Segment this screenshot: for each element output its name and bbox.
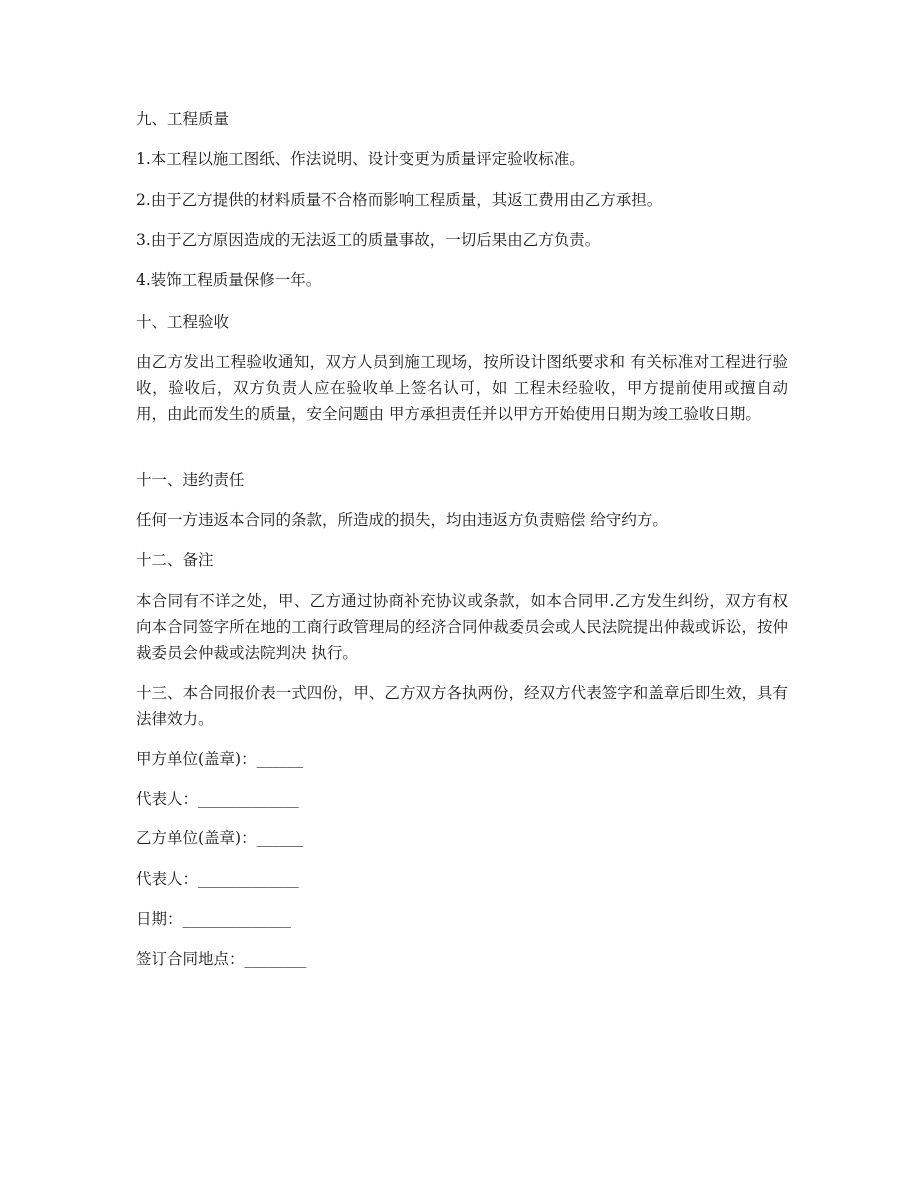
section-10-heading: 十、工程验收 <box>136 313 230 331</box>
party-b-representative-field: 代表人：_____________ <box>136 870 299 888</box>
section-9-item-4: 4.装饰工程质量保修一年。 <box>136 271 322 289</box>
date-field: 日期：______________ <box>136 910 292 928</box>
section-9-item-1: 1.本工程以施工图纸、作法说明、设计变更为质量评定验收标准。 <box>136 150 585 168</box>
party-b-unit-field: 乙方单位(盖章)：______ <box>136 829 304 847</box>
section-9-heading: 九、工程质量 <box>136 110 230 128</box>
party-a-representative-field: 代表人：_____________ <box>136 790 299 808</box>
section-11-heading: 十一、违约责任 <box>136 471 245 489</box>
section-10-body: 由乙方发出工程验收通知，双方人员到施工现场，按所设计图纸要求和 有关标准对工程进行验收，验收后，双方负责人应在验收单上签名认可，如 工程未经验收，甲方提前使用或擅自动用，由此而发生的质量，安全问题由 甲方承担责任并以甲方开始使用日期为竣工验收日期。 <box>136 353 788 423</box>
section-11-body: 任何一方违返本合同的条款，所造成的损失，均由违返方负责赔偿 给守约方。 <box>136 511 668 529</box>
signing-place-field: 签订合同地点：________ <box>136 950 307 968</box>
section-12-heading: 十二、备注 <box>136 551 214 569</box>
section-9-item-3: 3.由于乙方原因造成的无法返工的质量事故，一切后果由乙方负责。 <box>136 231 601 249</box>
section-9-item-2: 2.由于乙方提供的材料质量不合格而影响工程质量，其返工费用由乙方承担。 <box>136 191 663 209</box>
section-12-body: 本合同有不详之处，甲、乙方通过协商补充协议或条款，如本合同甲.乙方发生纠纷，双方有权向本合同签字所在地的工商行政管理局的经济合同仲裁委员会或人民法院提出仲裁或诉讼，按仲裁委员会仲裁或法院判决 执行。 <box>136 592 788 662</box>
party-a-unit-field: 甲方单位(盖章)：______ <box>136 750 304 768</box>
section-13-body: 十三、本合同报价表一式四份，甲、乙方双方各执两份，经双方代表签字和盖章后即生效，具有法律效力。 <box>136 684 788 728</box>
